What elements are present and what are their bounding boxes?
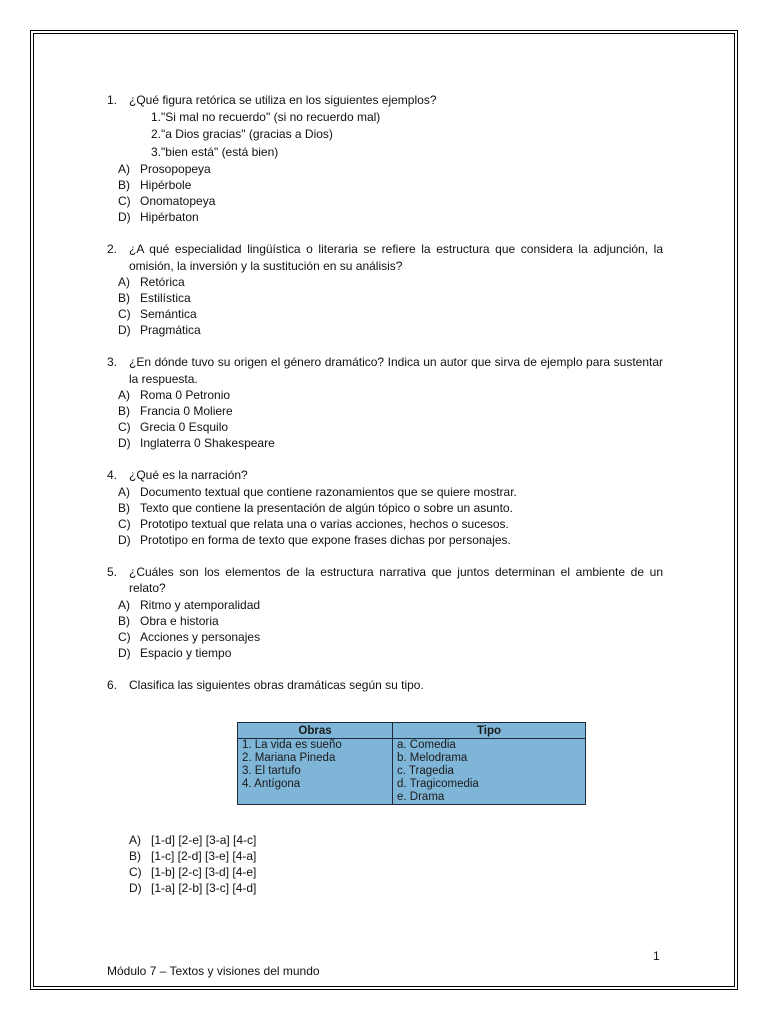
option-text: Grecia 0 Esquilo xyxy=(140,420,229,434)
footer-module-title: Módulo 7 – Textos y visiones del mundo xyxy=(107,964,320,978)
option-text: Hipérbole xyxy=(140,178,192,192)
option-text: Texto que contiene la presentación de algún tópico o sobre un asunto. xyxy=(140,500,513,515)
option-b[interactable] xyxy=(118,403,663,419)
option-b[interactable] xyxy=(118,290,663,306)
table-row xyxy=(238,765,586,778)
option-text: Estilística xyxy=(140,291,191,305)
option-letter: B) xyxy=(118,178,130,192)
option-b[interactable] xyxy=(129,848,256,864)
option-letter: C) xyxy=(118,420,131,434)
option-c[interactable] xyxy=(118,193,663,209)
option-text: Roma 0 Petronio xyxy=(140,388,231,402)
option-text: [1-b] [2-c] [3-d] [4-e] xyxy=(151,865,257,879)
option-letter: C) xyxy=(118,516,131,531)
option-a[interactable] xyxy=(118,274,663,290)
option-text: Semántica xyxy=(140,307,197,321)
options-list xyxy=(118,597,663,661)
obras-tipo-table xyxy=(237,722,586,805)
option-text: Ritmo y atemporalidad xyxy=(140,597,261,612)
column-header-obras: Obras xyxy=(238,723,393,739)
options-list xyxy=(118,274,663,338)
option-text: [1-a] [2-b] [3-c] [4-d] xyxy=(151,881,257,895)
option-a[interactable] xyxy=(129,832,256,848)
table-cell-obra: 1. La vida es sueño xyxy=(238,739,393,753)
option-letter: B) xyxy=(118,404,130,418)
question-list xyxy=(107,92,663,693)
option-text: Acciones y personajes xyxy=(140,629,261,644)
option-c[interactable] xyxy=(118,306,663,322)
option-letter: D) xyxy=(118,323,131,337)
option-a[interactable] xyxy=(118,597,663,613)
table-cell-tipo: d. Tragicomedia xyxy=(397,778,479,790)
question-1 xyxy=(107,92,663,225)
option-text: Prototipo textual que relata una o varias acciones, hechos o sucesos. xyxy=(140,516,509,531)
option-text: [1-c] [2-d] [3-e] [4-a] xyxy=(151,849,257,863)
question-number: 3. xyxy=(107,355,118,369)
examples-list xyxy=(151,109,663,162)
option-letter: A) xyxy=(118,597,130,612)
option-text: Francia 0 Moliere xyxy=(140,404,233,418)
question-5 xyxy=(107,564,663,661)
option-letter: A) xyxy=(118,484,130,499)
table-cell-tipo: e. Drama xyxy=(397,791,445,803)
option-text: Prosopopeya xyxy=(140,162,211,176)
option-a[interactable] xyxy=(118,387,663,403)
question-3 xyxy=(107,354,663,451)
option-text: Inglaterra 0 Shakespeare xyxy=(140,436,275,450)
option-text: Onomatopeya xyxy=(140,194,216,208)
option-letter: A) xyxy=(118,275,130,289)
question-text: ¿En dónde tuvo su origen el género dramático? Indica un autor que sirva de ejemplo para sustentar la respuesta. xyxy=(129,355,663,386)
example-item: 1."Si mal no recuerdo" (si no recuerdo mal) xyxy=(151,109,381,124)
table-cell-obra: 4. Antígona xyxy=(238,778,393,791)
option-a[interactable] xyxy=(118,161,663,177)
table-row xyxy=(238,791,586,805)
option-letter: C) xyxy=(118,307,131,321)
options-list xyxy=(118,387,663,451)
option-letter: B) xyxy=(118,500,130,515)
table-row xyxy=(238,752,586,765)
question-text: ¿Cuáles son los elementos de la estructura narrativa que juntos determinan el ambiente de un relato? xyxy=(129,564,663,595)
option-letter: B) xyxy=(118,613,130,628)
option-d[interactable] xyxy=(118,209,663,225)
option-text: Espacio y tiempo xyxy=(140,645,232,660)
table-cell-obra: 2. Mariana Pineda xyxy=(238,752,393,765)
option-text: Documento textual que contiene razonamientos que se quiere mostrar. xyxy=(140,484,517,499)
option-letter: C) xyxy=(129,865,142,879)
table-cell-tipo: b. Melodrama xyxy=(397,752,468,764)
option-text: Pragmática xyxy=(140,323,201,337)
option-letter: C) xyxy=(118,629,131,644)
option-b[interactable] xyxy=(118,613,663,629)
option-d[interactable] xyxy=(118,532,663,548)
question-text: ¿Qué es la narración? xyxy=(129,468,248,482)
option-text: Obra e historia xyxy=(140,613,219,628)
classification-table xyxy=(237,722,586,805)
question-number: 1. xyxy=(107,93,118,107)
question-text: Clasifica las siguientes obras dramáticas según su tipo. xyxy=(129,677,424,692)
example-item: 3."bien está" (está bien) xyxy=(151,144,279,159)
option-c[interactable] xyxy=(118,419,663,435)
question-text: ¿A qué especialidad lingüística o literaria se refiere la estructura que considera la adjunción, la omisión, la inversión y la sustitución en su análisis? xyxy=(129,242,663,273)
table-header-row xyxy=(238,723,586,739)
question-text: ¿Qué figura retórica se utiliza en los siguientes ejemplos? xyxy=(129,93,437,107)
option-letter: C) xyxy=(118,194,131,208)
column-header-tipo: Tipo xyxy=(393,723,586,739)
table-cell-obra xyxy=(238,791,393,805)
question-6 xyxy=(107,677,663,694)
option-b[interactable] xyxy=(118,500,663,516)
option-letter: B) xyxy=(129,849,141,863)
option-letter: D) xyxy=(118,645,131,660)
option-letter: A) xyxy=(118,162,130,176)
option-letter: A) xyxy=(129,833,141,847)
option-letter: D) xyxy=(129,881,142,895)
option-text: Retórica xyxy=(140,275,185,289)
option-letter: B) xyxy=(118,291,130,305)
option-d[interactable] xyxy=(118,645,663,661)
option-letter: D) xyxy=(118,532,131,547)
option-text: Hipérbaton xyxy=(140,210,199,224)
table-row xyxy=(238,739,586,753)
option-d[interactable] xyxy=(118,435,663,451)
question-number: 6. xyxy=(107,677,118,692)
table-cell-tipo: c. Tragedia xyxy=(397,765,454,777)
option-letter: D) xyxy=(118,210,131,224)
question-number: 5. xyxy=(107,564,118,579)
option-c[interactable] xyxy=(118,516,663,532)
options-list xyxy=(118,161,663,225)
example-item: 2."a Dios gracias" (gracias a Dios) xyxy=(151,127,333,141)
page-number: 1 xyxy=(653,949,660,963)
option-a[interactable] xyxy=(118,484,663,500)
option-letter: D) xyxy=(118,436,131,450)
option-b[interactable] xyxy=(118,177,663,193)
table-row xyxy=(238,778,586,791)
option-c[interactable] xyxy=(129,864,256,880)
question-number: 4. xyxy=(107,468,118,482)
question-number: 2. xyxy=(107,242,118,256)
options-list xyxy=(118,484,663,548)
option-text: [1-d] [2-e] [3-a] [4-c] xyxy=(151,833,257,847)
question-4 xyxy=(107,467,663,548)
option-letter: A) xyxy=(118,388,130,402)
table-cell-tipo: a. Comedia xyxy=(397,739,456,751)
option-d[interactable] xyxy=(129,880,256,896)
option-c[interactable] xyxy=(118,629,663,645)
option-d[interactable] xyxy=(118,322,663,338)
option-text: Prototipo en forma de texto que expone frases dichas por personajes. xyxy=(140,532,511,547)
question-2 xyxy=(107,241,663,338)
table-cell-obra: 3. El tartufo xyxy=(238,765,393,778)
question-6-options xyxy=(129,832,256,896)
